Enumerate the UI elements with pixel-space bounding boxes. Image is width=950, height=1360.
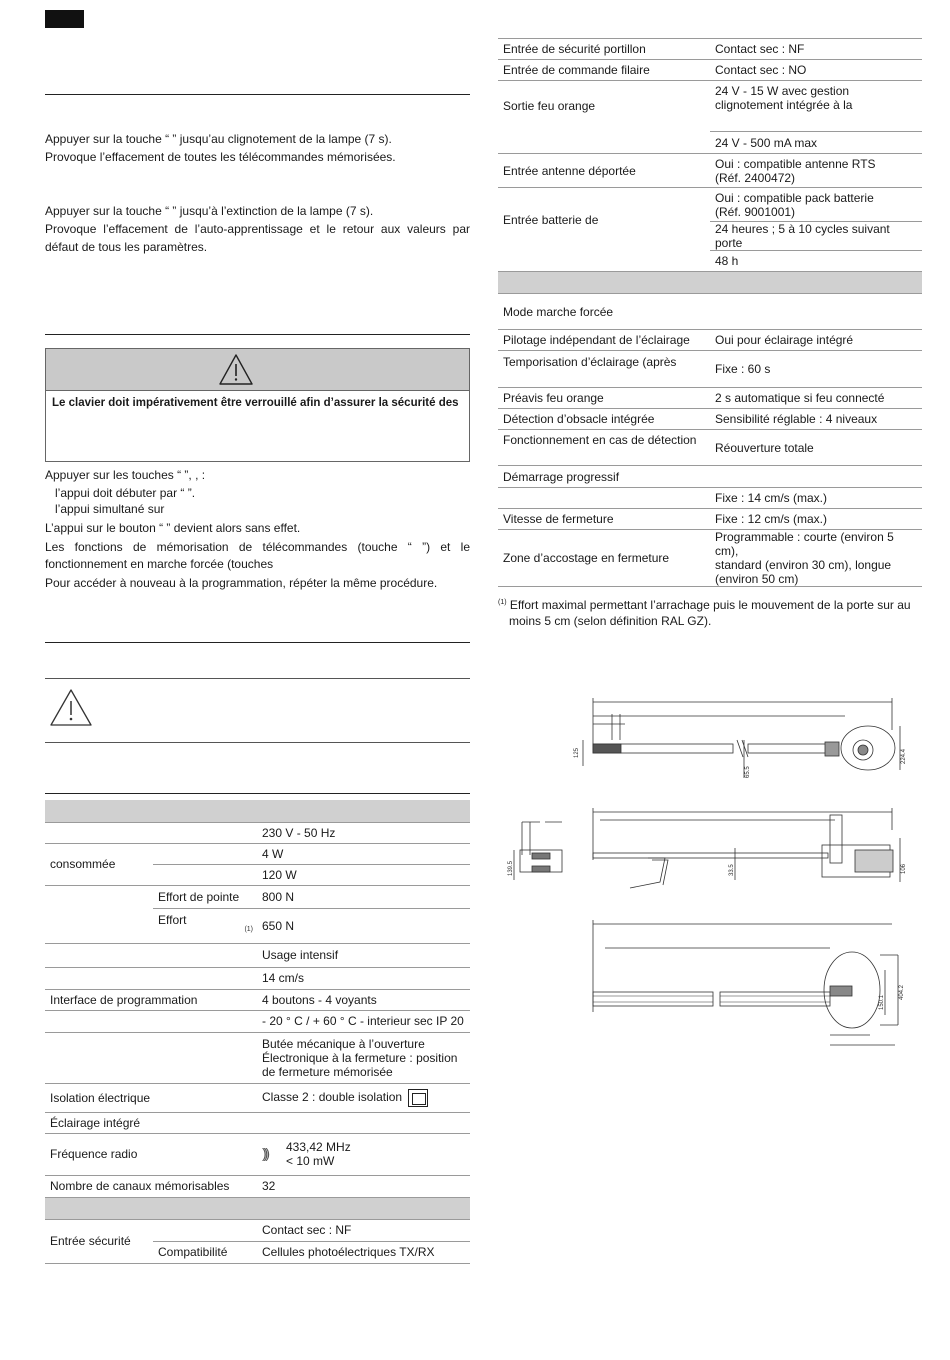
cell-line: Butée mécanique à l’ouverture: [262, 1036, 425, 1051]
cell: Pilotage indépendant de l’éclairage: [498, 330, 710, 351]
cell-line: clignotement intégrée à la: [715, 98, 853, 112]
cell: [153, 822, 257, 843]
cell: [45, 885, 153, 943]
cell: 800 N: [257, 885, 470, 908]
cell: [710, 81, 922, 132]
cell-line: standard (environ 30 cm), longue: [715, 558, 892, 572]
cell: 650 N: [257, 908, 470, 943]
cell: Isolation électrique: [45, 1083, 257, 1112]
cell-line: (environ 50 cm): [715, 572, 799, 586]
cell: Fonctionnement en cas de détection: [498, 430, 710, 466]
cell: [710, 154, 922, 188]
technical-drawing: [500, 690, 930, 1060]
cell: Effort de pointe: [153, 885, 257, 908]
table-header-band: [45, 800, 470, 822]
cell-line: (Réf. 2400472): [715, 170, 796, 185]
cell: Vitesse de fermeture: [498, 509, 710, 530]
cell: [606, 188, 710, 272]
double-insulation-icon: [408, 1089, 428, 1107]
warning-text: Le clavier doit impérativement être verrouillé afin d’assurer la sécurité des: [52, 397, 459, 409]
dim-label: 150.1: [879, 994, 885, 1010]
cell: Nombre de canaux mémorisables: [45, 1175, 257, 1197]
footnote-ref: (1): [244, 925, 253, 933]
para3-line4: L’appui sur le bouton “ ” devient alors sans effet.: [45, 521, 301, 535]
section-divider: [45, 334, 470, 335]
cell: Sensibilité réglable : 4 niveaux: [710, 409, 922, 430]
cell: Entrée batterie de: [498, 188, 606, 272]
cell: [257, 1112, 470, 1133]
cell: [45, 943, 153, 967]
cell-line: de fermeture mémorisée: [262, 1064, 393, 1079]
cell: Fixe : 60 s: [710, 351, 922, 388]
cell: Fréquence radio: [45, 1133, 257, 1175]
cell: Mode marche forcée: [498, 294, 710, 330]
cell: Temporisation d’éclairage (après: [498, 351, 710, 388]
cell: Fixe : 12 cm/s (max.): [710, 509, 922, 530]
cell: [710, 466, 922, 488]
section-divider: [45, 94, 470, 95]
cell: [257, 1133, 470, 1175]
para3-line7: Pour accéder à nouveau à la programmation, répéter la même procédure.: [45, 576, 438, 590]
caution-triangle-icon: [49, 688, 93, 728]
cell: 24 V - 500 mA max: [710, 132, 922, 154]
cell: Détection d’obsacle intégrée: [498, 409, 710, 430]
cell-line: < 10 mW: [286, 1154, 335, 1168]
cell: 4 W: [257, 843, 470, 864]
cell: Entrée de sécurité portillon: [498, 39, 710, 60]
para3-line1: Appuyer sur les touches “ ”, , :: [45, 468, 206, 482]
section-tab-marker: [45, 10, 84, 28]
dim-label: 125: [574, 747, 580, 758]
cell: [45, 822, 153, 843]
cell-line: Oui : compatible pack batterie: [715, 190, 874, 205]
left-spec-table: [45, 800, 470, 1264]
front-view-drawing: [514, 822, 562, 880]
warning-header: [46, 349, 469, 391]
right-spec-table: [498, 38, 922, 587]
cell: Contact sec : NO: [710, 60, 922, 81]
cell: 24 heures ; 5 à 10 cycles suivant porte: [710, 222, 922, 251]
cell: Réouverture totale: [710, 430, 922, 466]
cell: Sortie feu orange: [498, 81, 710, 154]
para2-line1: Appuyer sur la touche “ ” jusqu’à l’extinction de la lampe (7 s).: [45, 204, 374, 218]
para1-line1: Appuyer sur la touche “ ” jusqu’au clignotement de la lampe (7 s).: [45, 132, 392, 146]
cell: Zone d’accostage en fermeture: [498, 530, 710, 587]
cell: - 20 ° C / + 60 ° C - interieur sec IP 20: [257, 1010, 470, 1032]
para3-line6: fonctionnement en marche forcée (touches: [45, 557, 274, 571]
cell: [153, 843, 257, 864]
cell: [710, 294, 922, 330]
para3-line2: l’appui doit débuter par “ ”.: [55, 486, 196, 500]
footnote: [498, 595, 923, 629]
dim-label: 404.2: [899, 984, 905, 1000]
caution-top-rule: [45, 678, 470, 679]
para3-line5: Les fonctions de mémorisation de télécommandes (touche “ ”) et le: [45, 540, 470, 554]
radio-wave-icon: ))): [262, 1145, 267, 1161]
cell: 32: [257, 1175, 470, 1197]
top-view-drawing: [593, 920, 898, 1045]
para1-line2: Provoque l’effacement de toutes les télécommandes mémorisées.: [45, 150, 396, 164]
footnote-mark: (1): [498, 599, 507, 606]
cell: 230 V - 50 Hz: [257, 822, 470, 843]
para2-line3: défaut de tous les paramètres.: [45, 240, 208, 254]
cell: Fixe : 14 cm/s (max.): [710, 488, 922, 509]
dim-label: 224.4: [901, 748, 907, 764]
cell: [153, 967, 257, 989]
cell: [710, 188, 922, 222]
table-header-band: [45, 1197, 470, 1219]
dim-label: 33.5: [729, 864, 735, 876]
cell: Cellules photoélectriques TX/RX: [257, 1241, 470, 1263]
cell: Contact sec : NF: [710, 39, 922, 60]
cell-line: Oui : compatible antenne RTS: [715, 156, 876, 171]
cell: [45, 967, 153, 989]
warning-box: [45, 348, 470, 462]
side-view-drawing: [583, 698, 900, 778]
cell: [153, 1010, 257, 1032]
cell: consommée: [45, 843, 153, 885]
cell-line: Électronique à la fermeture : position: [262, 1050, 458, 1065]
para3-line3: l’appui simultané sur: [55, 502, 165, 516]
cell: Démarrage progressif: [498, 466, 710, 488]
table-header-band: [498, 272, 922, 294]
cell: [498, 488, 710, 509]
cell: [153, 1219, 257, 1241]
cell: 14 cm/s: [257, 967, 470, 989]
cell: Interface de programmation: [45, 989, 257, 1010]
cell: [45, 1010, 153, 1032]
section-divider: [45, 642, 470, 643]
warning-triangle-icon: [218, 353, 254, 387]
cell: 4 boutons - 4 voyants: [257, 989, 470, 1010]
effort-label: Effort: [158, 912, 187, 927]
cell-line: Programmable : courte (environ 5 cm),: [715, 530, 894, 558]
cell: [153, 1032, 257, 1083]
caution-bottom-rule: [45, 742, 470, 743]
cell: 120 W: [257, 864, 470, 885]
cell: Oui pour éclairage intégré: [710, 330, 922, 351]
cell-line: 433,42 MHz: [286, 1140, 351, 1154]
isolation-value: Classe 2 : double isolation: [262, 1089, 403, 1104]
cell: [257, 1032, 470, 1083]
cell: [153, 943, 257, 967]
cell: Entrée de commande filaire: [498, 60, 710, 81]
side-view-drawing-2: [593, 808, 900, 888]
footnote-line2: moins 5 cm (selon définition RAL GZ).: [509, 614, 712, 628]
cell: 48 h: [710, 251, 922, 272]
cell: Compatibilité: [153, 1241, 257, 1263]
dim-label: 106: [901, 863, 907, 874]
cell: Éclairage intégré: [45, 1112, 257, 1133]
cell-line: 24 V - 15 W avec gestion: [715, 84, 850, 98]
para2-line2: Provoque l’effacement de l’auto-apprentissage et le retour aux valeurs par: [45, 222, 470, 236]
cell: 2 s automatique si feu connecté: [710, 388, 922, 409]
cell: [153, 908, 257, 943]
cell: Préavis feu orange: [498, 388, 710, 409]
cell: Entrée antenne déportée: [498, 154, 710, 188]
cell: Contact sec : NF: [257, 1219, 470, 1241]
dim-label: 65.5: [745, 766, 751, 778]
dim-label: 139.5: [508, 860, 514, 876]
cell: Entrée sécurité: [45, 1219, 153, 1263]
cell: [710, 530, 922, 587]
cell: [153, 864, 257, 885]
footnote-line1: Effort maximal permettant l’arrachage puis le mouvement de la porte sur au: [509, 598, 911, 612]
section-divider: [45, 793, 470, 794]
cell: [45, 1032, 153, 1083]
cell-line: (Réf. 9001001): [715, 204, 796, 219]
cell: Usage intensif: [257, 943, 470, 967]
cell: [257, 1083, 470, 1112]
